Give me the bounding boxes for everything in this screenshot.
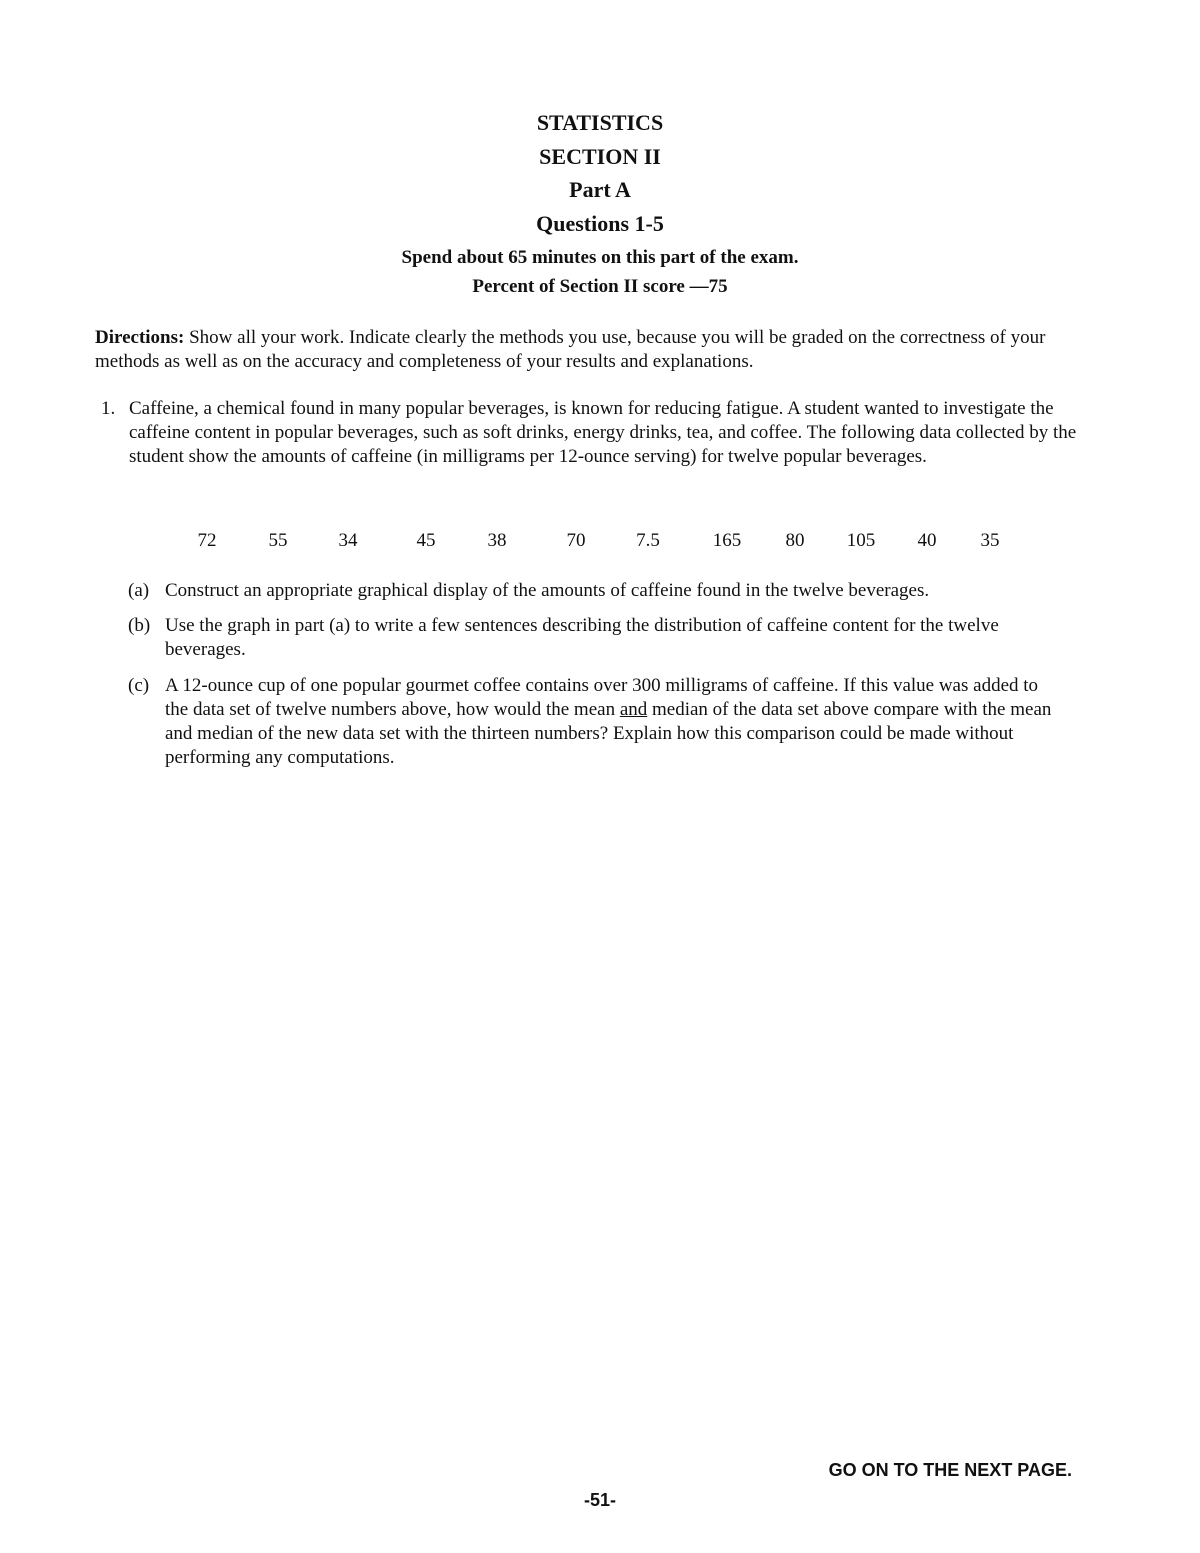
question-number: 1. <box>101 398 116 419</box>
data-value: 35 <box>980 530 1000 551</box>
part-text-before: A 12-ounce cup of one popular gourmet coffee contains over 300 milligrams of caffeine. If this value was added to the data set of twelve numbers above, how would the mean <box>165 675 1039 720</box>
data-value: 40 <box>917 530 937 551</box>
question-1 <box>95 397 1105 469</box>
questions-range: Questions 1-5 <box>536 210 664 236</box>
part-text: Use the graph in part (a) to write a few sentences describing the distribution of caffeine content for the twelve beverages. <box>165 615 999 660</box>
data-value: 80 <box>785 530 805 551</box>
go-on-next-page-note: GO ON TO THE NEXT PAGE. <box>828 1460 1072 1480</box>
part-label: (b) <box>128 615 151 636</box>
part-title: Part A <box>569 177 631 202</box>
data-value: 55 <box>268 530 288 551</box>
part-label: (c) <box>128 675 150 696</box>
data-value: 165 <box>712 530 742 551</box>
part-text: Construct an appropriate graphical display of the amounts of caffeine found in the twelve beverages. <box>165 580 930 601</box>
data-value: 105 <box>846 530 876 551</box>
section-header <box>0 106 1200 301</box>
data-value: 34 <box>338 530 358 551</box>
data-value: 38 <box>487 530 507 551</box>
page-number: -51- <box>583 1490 616 1510</box>
subject-title: STATISTICS <box>536 110 664 135</box>
data-value: 72 <box>197 530 217 551</box>
question-part-a <box>128 579 1058 603</box>
question-text: Caffeine, a chemical found in many popular beverages, is known for reducing fatigue. A student wanted to investigate the caffeine content in popular beverages, such as soft drinks, energy drinks, tea, and coffee. The following data collected by the student show the amounts of caffeine (in milligrams per 12-ounce serving) for twelve popular beverages. <box>129 398 1077 467</box>
time-note: Spend about 65 minutes on this part of the exam. <box>401 247 799 268</box>
caffeine-data-row <box>0 530 1200 556</box>
percent-note: Percent of Section II score —75 <box>472 276 728 297</box>
question-part-b <box>128 614 1058 662</box>
question-part-c <box>128 674 1058 770</box>
part-text-after: median of the data set above compare with the mean and median of the new data set with the thirteen numbers? Explain how this comparison could be made without performing any computations. <box>165 699 1052 768</box>
directions <box>95 326 1105 374</box>
directions-text: Show all your work. Indicate clearly the methods you use, because you will be graded on the correctness of your methods as well as on the accuracy and completeness of your results and explanations. <box>95 327 1046 372</box>
underlined-word: and <box>619 699 648 720</box>
data-value: 45 <box>416 530 436 551</box>
part-text <box>165 674 1058 770</box>
data-value: 70 <box>566 530 586 551</box>
part-label: (a) <box>128 580 150 601</box>
data-value: 7.5 <box>636 530 660 551</box>
directions-label: Directions: <box>95 327 185 348</box>
section-title: SECTION II <box>539 143 661 169</box>
